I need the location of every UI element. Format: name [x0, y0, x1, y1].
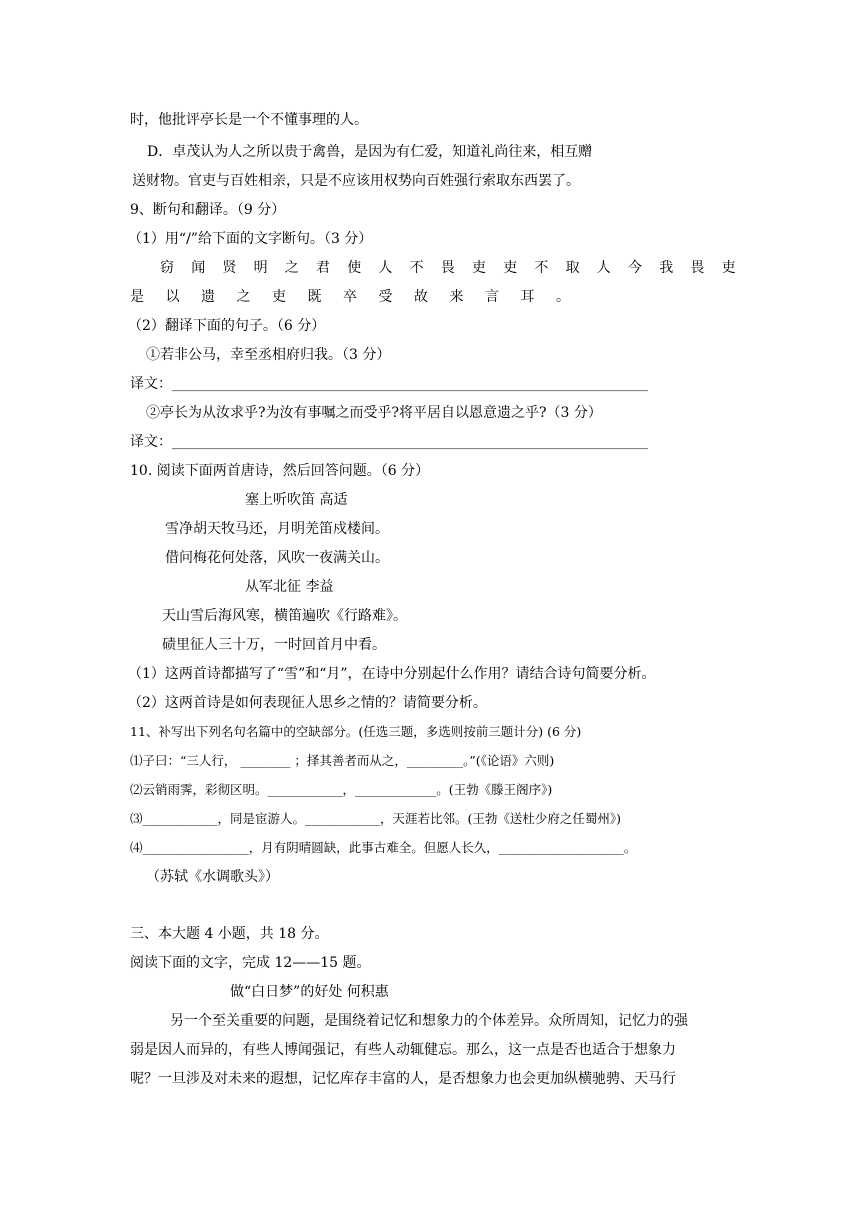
poem-title: 塞上听吹笛 高适 — [245, 492, 348, 508]
article-paragraph-line: 弱是因人而异的，有些人博闻强记，有些人动辄健忘。那么，这一点是否也适合于想象力 — [130, 1042, 676, 1058]
poem-title: 从军北征 李益 — [245, 579, 334, 595]
fill-blank-item: ⑶____________，同是宦游人。____________，天涯若比邻。(王勃《送杜少府之任蜀州》) — [130, 811, 622, 826]
section-3-heading: 三、本大题 4 小题，共 18 分。 — [130, 926, 329, 942]
article-title: 做“白日梦”的好处 何积惠 — [230, 984, 389, 1000]
question-10-part-1: （1）这两首诗都描写了“雪”和“月”，在诗中分别起什么作用？请结合诗句简要分析。 — [128, 666, 656, 682]
question-9-heading: 9、断句和翻译。（9 分） — [130, 202, 286, 218]
fill-blank-item: ⑵云销雨霁，彩彻区明。____________，_____________。(王勃《滕王阁序》) — [130, 782, 553, 797]
text-line: 送财物。官吏与百姓相亲，只是不应该用权势向百姓强行索取东西罢了。 — [132, 173, 580, 189]
question-10-part-2: （2）这两首诗是如何表现征人思乡之情的？请简要分析。 — [128, 695, 487, 711]
text-line: 时，他批评亭长是一个不懂事理的人。 — [130, 112, 368, 128]
article-paragraph-line: 另一个至关重要的问题，是围绕着记忆和想象力的个体差异。众所周知，记忆力的强 — [170, 1013, 688, 1029]
punctuation-text-line: 是以遗之吏既卒受故来言耳。 — [130, 289, 592, 305]
section-3-instruction: 阅读下面的文字，完成 12——15 题。 — [130, 955, 371, 971]
translation-sentence: ①若非公马，幸至丞相府归我。（3 分） — [146, 347, 391, 363]
answer-blank[interactable]: 译文：____________________________________________________________________ — [130, 376, 648, 392]
question-10-heading: 10. 阅读下面两首唐诗，然后回答问题。（6 分） — [130, 463, 430, 479]
question-9-part-1: （1）用“/”给下面的文字断句。（3 分） — [128, 231, 373, 247]
article-paragraph-line: 呢？一旦涉及对未来的遐想，记忆库存丰富的人，是否想象力也会更加纵横驰骋、天马行 — [130, 1071, 676, 1087]
punctuation-text-line: 窃闻贤明之君使人不畏吏吏不取人今我畏吏 — [160, 260, 753, 276]
translation-sentence: ②亭长为从汝求乎?为汝有事嘱之而受乎?将平居自以恩意遗之乎?（3 分） — [146, 405, 602, 421]
poem-line: 雪净胡天牧马还，月明羌笛戍楼间。 — [165, 521, 389, 537]
poem-line: 天山雪后海风寒，横笛遍吹《行路难》。 — [162, 608, 407, 624]
question-11-heading: 11、补写出下列名句名篇中的空缺部分。(任选三题，多选则按前三题计分) (6 分) — [130, 724, 582, 739]
question-9-part-2: （2）翻译下面的句子。（6 分） — [128, 318, 326, 334]
poem-line: 碛里征人三十万，一时回首月中看。 — [162, 637, 386, 653]
fill-blank-item: ⑴子曰：“三人行， ________ ；择其善者而从之，_________。”(《论语》六则) — [130, 753, 555, 768]
answer-blank[interactable]: 译文：____________________________________________________________________ — [130, 434, 648, 450]
fill-blank-source: （苏轼《水调歌头》） — [146, 869, 279, 885]
fill-blank-item: ⑷_________________，月有阴晴圆缺，此事古难全。但愿人长久，____________________。 — [130, 840, 637, 855]
poem-line: 借问梅花何处落，风吹一夜满关山。 — [165, 550, 389, 566]
option-d-line: D．卓茂认为人之所以贵于禽兽，是因为有仁爱，知道礼尚往来，相互赠 — [147, 144, 593, 160]
